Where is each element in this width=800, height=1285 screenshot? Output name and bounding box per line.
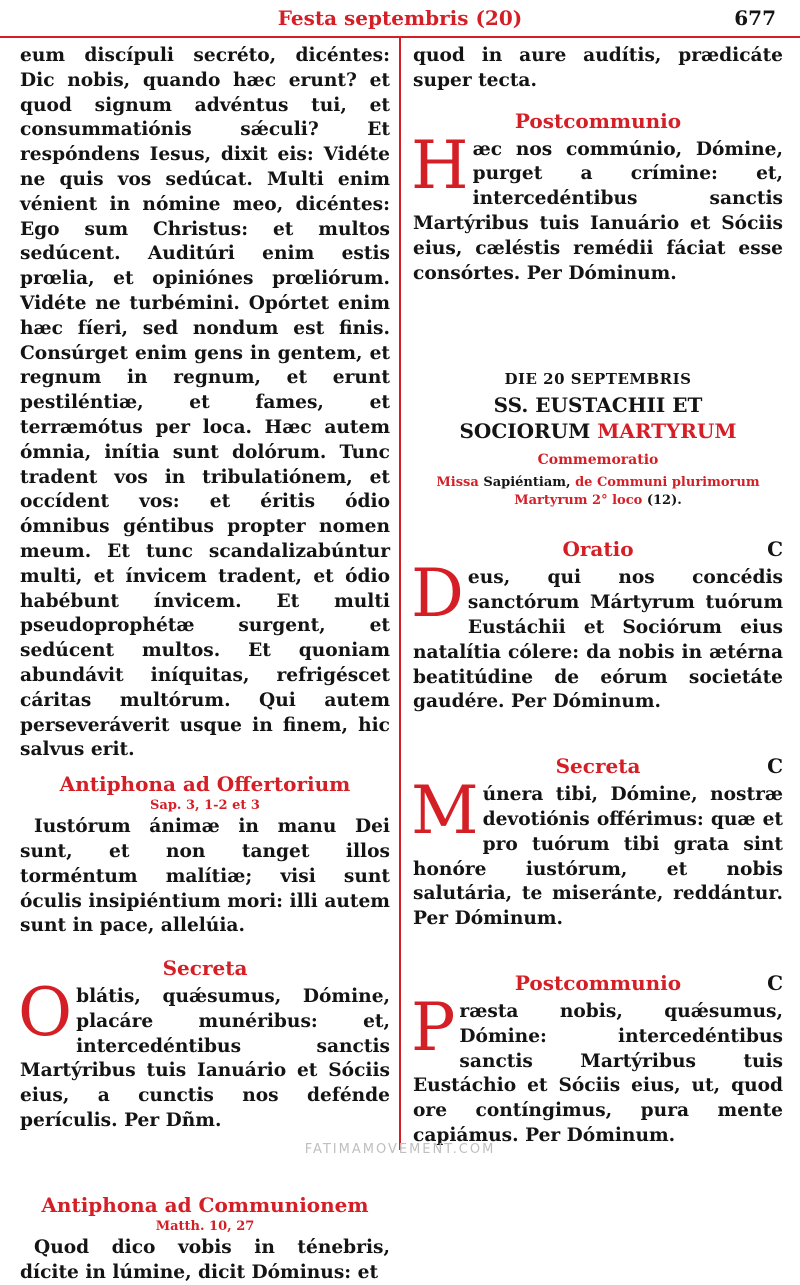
postcommunio2-c-mark: C	[767, 970, 783, 995]
postcommunio2-heading	[413, 970, 783, 996]
right-column	[413, 44, 783, 1149]
left-column	[20, 44, 390, 1285]
feast-title-line-1: SS. EUSTACHII ET	[493, 393, 703, 418]
postcommunio2-drop-cap: P	[411, 988, 456, 1066]
postcommunio-text: æc nos commúnio, Dómine, purget a crímine: et, intercedéntibus sanctis Martýribus tuis Ianuário et Sóciis eius, cæléstis remédii fáciat esse consórtes. Per Dóminum.	[413, 138, 783, 284]
commemoratio-label: Commemoratio	[537, 452, 659, 469]
secreta2-paragraph	[411, 772, 783, 932]
offertory-reference: Sap. 3, 1-2 et 3	[150, 798, 260, 814]
missa-line	[413, 474, 783, 510]
secreta-paragraph	[18, 974, 390, 1134]
postcommunio2-heading-text: Postcommunio	[514, 970, 682, 995]
oratio-text: eus, qui nos concédis sanctórum Mártyrum tuórum Eustáchii et Sociórum eius natalítia cólere: da nobis in ætérna beatitúdine de eórum societáte gaudére. Per Dóminum.	[413, 567, 783, 713]
oratio-heading	[413, 536, 783, 562]
page-header	[0, 0, 800, 38]
missa-incipit: Sapiéntiam,	[483, 475, 571, 491]
feast-title-martyrum: MARTYRUM	[597, 419, 737, 444]
secreta2-heading-text: Secreta	[555, 754, 641, 779]
feast-title-line-2	[413, 418, 783, 444]
gospel-text: eum discípuli secréto, dicéntes: Dic nobis, quando hæc erunt? et quod signum advéntus tui, et consummatiónis sǽculi? Et respóndens Iesus, dixit eis: Vidéte ne quis vos sedúcat. Multi enim vénient in nómine meo, dicéntes: Ego sum Christus: et multos sedúcent. Auditúri enim estis prœlia, et opiniónes prœliórum. Vidéte ne turbémini. Opórtet enim hæc fíeri, sed nondum est finis. Consúrget enim gens in gentem, et regnum in regnum, et erunt pestiléntiæ, et fames, et terræmótus per loca. Hæc autem ómnia, inítia sunt dolórum. Tunc tradent vos in tribulatiónem, et occídent vos: et éritis ódio ómnibus géntibus propter nomen meum. Et tunc scandalizabúntur multi, et ínvicem tradent, et ódio habébunt ínvicem. Et multi pseudoprophétæ surgent, et sedúcent multos. Et quoniam abundávit iníquitas, refrigéscet cáritas multórum. Qui autem perseveráverit usque in finem, hic salvus erit.	[20, 45, 390, 761]
secreta2-heading	[413, 753, 783, 779]
communion-heading: Antiphona ad Communionem	[41, 1192, 369, 1217]
page-number: 677	[734, 6, 776, 30]
communion-continued: quod in aure audítis, prædicáte super tecta.	[413, 45, 783, 91]
postcommunio-paragraph	[411, 126, 783, 287]
secreta2-text: únera tibi, Dómine, nostræ devotiónis offérimus: quæ et pro tuórum tibi grata sint honóre iustórum, et nobis salutária, te miseránte, reddántur. Per Dóminum.	[413, 784, 783, 930]
secreta-drop-cap: O	[18, 974, 73, 1052]
communion-reference: Matth. 10, 27	[155, 1218, 255, 1234]
missa-number: (12).	[646, 493, 682, 509]
postcommunio2-text: ræsta nobis, quǽsumus, Dómine: intercedéntibus sanctis Martýribus tuis Eustáchio et Sóciis eius, ut, quod ore contíngimus, pura mente capiámus. Per Dóminum.	[413, 1000, 783, 1146]
offertory-text: Iustórum ánimæ in manu Dei sunt, et non tanget illos torméntum malítiæ; visi sunt óculis insipiéntium mori: illi autem sunt in pace, allelúia.	[20, 816, 390, 937]
secreta-text: blátis, quǽsumus, Dómine, placáre munéribus: et, intercedéntibus sanctis Martýribus tuis Ianuário et Sóciis eius, a cunctis nos defénde perículis. Per Dñm.	[20, 986, 390, 1132]
postcommunio2-paragraph	[411, 988, 783, 1149]
missa-source: de Communi plurimorum Martyrum 2° loco	[514, 475, 760, 509]
secreta2-drop-cap: M	[411, 772, 479, 850]
feast-date: DIE 20 SEPTEMBRIS	[504, 370, 692, 389]
feast-title-sociorum: SOCIORUM	[459, 419, 591, 444]
watermark: FATIMAMOVEMENT.COM	[304, 1142, 496, 1157]
postcommunio-heading: Postcommunio	[514, 108, 682, 133]
oratio-c-mark: C	[767, 537, 783, 562]
oratio-drop-cap: D	[411, 555, 464, 633]
oratio-paragraph	[411, 555, 783, 715]
postcommunio-drop-cap: H	[411, 126, 469, 204]
missa-label: Missa	[436, 475, 479, 491]
secreta-heading: Secreta	[162, 956, 248, 981]
secreta2-c-mark: C	[767, 754, 783, 779]
oratio-heading-text: Oratio	[562, 537, 634, 562]
offertory-heading: Antiphona ad Offertorium	[59, 772, 351, 797]
column-divider	[399, 38, 401, 1150]
communion-text: Quod dico vobis in ténebris, dícite in lúmine, dicit Dóminus: et	[20, 1236, 390, 1283]
running-title: Festa septembris (20)	[277, 6, 523, 30]
